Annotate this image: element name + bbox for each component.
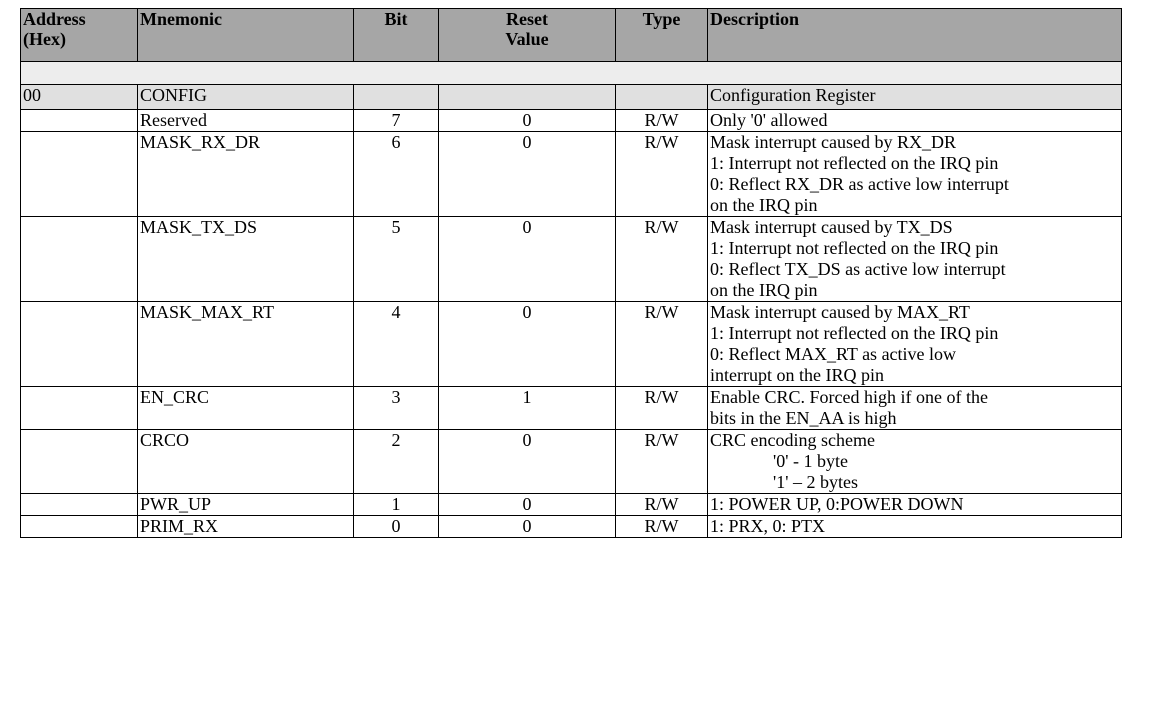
field-address: [21, 387, 138, 430]
table-row: [21, 430, 1122, 494]
field-address: [21, 302, 138, 387]
field-reset-value: 0: [439, 430, 616, 494]
field-description: [708, 110, 1122, 132]
field-bit: 5: [354, 217, 439, 302]
field-description-line: Only '0' allowed: [710, 110, 828, 130]
field-description-line: '0' - 1 byte: [710, 451, 848, 471]
field-type: R/W: [616, 494, 708, 516]
field-type: R/W: [616, 302, 708, 387]
table-row: [21, 132, 1122, 217]
field-mnemonic: PWR_UP: [138, 494, 354, 516]
field-type: R/W: [616, 217, 708, 302]
field-address: [21, 110, 138, 132]
field-description-line: 1: POWER UP, 0:POWER DOWN: [710, 494, 964, 514]
table-row: [21, 302, 1122, 387]
field-description-line: bits in the EN_AA is high: [710, 408, 897, 428]
field-description: [708, 217, 1122, 302]
register-table: [20, 8, 1122, 538]
field-address: [21, 494, 138, 516]
field-description-line: '1' – 2 bytes: [710, 472, 858, 492]
register-bit: [354, 85, 439, 110]
register-address: 00: [21, 85, 138, 110]
header-row: [21, 9, 1122, 62]
field-description-line: Mask interrupt caused by MAX_RT: [710, 302, 970, 322]
field-type: R/W: [616, 110, 708, 132]
field-type: R/W: [616, 132, 708, 217]
field-type: R/W: [616, 516, 708, 538]
header-reset-line1: Reset: [506, 9, 548, 29]
header-reset-value: [439, 9, 616, 62]
field-description-line: 1: Interrupt not reflected on the IRQ pin: [710, 153, 999, 173]
register-mnemonic: CONFIG: [138, 85, 354, 110]
register-description: Configuration Register: [708, 85, 1122, 110]
field-mnemonic: EN_CRC: [138, 387, 354, 430]
field-description-line: interrupt on the IRQ pin: [710, 365, 884, 385]
table-row: [21, 110, 1122, 132]
field-bit: 1: [354, 494, 439, 516]
field-description-line: CRC encoding scheme: [710, 430, 875, 450]
field-mnemonic: MASK_RX_DR: [138, 132, 354, 217]
field-description: [708, 387, 1122, 430]
field-description-line: 0: Reflect TX_DS as active low interrupt: [710, 259, 1006, 279]
field-description-line: Mask interrupt caused by RX_DR: [710, 132, 956, 152]
field-reset-value: 0: [439, 516, 616, 538]
field-mnemonic: MASK_MAX_RT: [138, 302, 354, 387]
field-type: R/W: [616, 387, 708, 430]
field-bit: 3: [354, 387, 439, 430]
field-description: [708, 132, 1122, 217]
field-description-line: 0: Reflect MAX_RT as active low: [710, 344, 957, 364]
field-reset-value: 0: [439, 110, 616, 132]
header-bit: Bit: [354, 9, 439, 62]
field-reset-value: 0: [439, 302, 616, 387]
field-description-line: on the IRQ pin: [710, 195, 818, 215]
header-address-line2: (Hex): [23, 29, 66, 49]
header-address-line1: Address: [23, 9, 86, 29]
field-bit: 2: [354, 430, 439, 494]
field-address: [21, 132, 138, 217]
header-description: Description: [708, 9, 1122, 62]
register-type: [616, 85, 708, 110]
field-reset-value: 1: [439, 387, 616, 430]
field-bit: 0: [354, 516, 439, 538]
header-address: [21, 9, 138, 62]
field-type: R/W: [616, 430, 708, 494]
table-row: [21, 387, 1122, 430]
field-description: [708, 494, 1122, 516]
field-description: [708, 430, 1122, 494]
field-description: [708, 516, 1122, 538]
register-reset: [439, 85, 616, 110]
field-description-line: Mask interrupt caused by TX_DS: [710, 217, 953, 237]
field-bit: 4: [354, 302, 439, 387]
header-type: Type: [616, 9, 708, 62]
field-mnemonic: MASK_TX_DS: [138, 217, 354, 302]
header-reset-line2: Value: [505, 29, 549, 49]
field-reset-value: 0: [439, 494, 616, 516]
field-description-line: 1: PRX, 0: PTX: [710, 516, 826, 536]
field-mnemonic: Reserved: [138, 110, 354, 132]
field-address: [21, 516, 138, 538]
field-mnemonic: CRCO: [138, 430, 354, 494]
table-row: [21, 217, 1122, 302]
table-row: [21, 516, 1122, 538]
header-mnemonic: Mnemonic: [138, 9, 354, 62]
register-row: [21, 85, 1122, 110]
spacer-cell: [21, 62, 1122, 85]
field-description-line: 0: Reflect RX_DR as active low interrupt: [710, 174, 1009, 194]
field-description-line: Enable CRC. Forced high if one of the: [710, 387, 988, 407]
field-mnemonic: PRIM_RX: [138, 516, 354, 538]
table-row: [21, 494, 1122, 516]
field-description-line: on the IRQ pin: [710, 280, 818, 300]
field-bit: 6: [354, 132, 439, 217]
spacer-row: [21, 62, 1122, 85]
field-description-line: 1: Interrupt not reflected on the IRQ pin: [710, 238, 999, 258]
field-reset-value: 0: [439, 132, 616, 217]
field-address: [21, 217, 138, 302]
field-description-line: 1: Interrupt not reflected on the IRQ pin: [710, 323, 999, 343]
field-description: [708, 302, 1122, 387]
field-reset-value: 0: [439, 217, 616, 302]
field-bit: 7: [354, 110, 439, 132]
field-address: [21, 430, 138, 494]
